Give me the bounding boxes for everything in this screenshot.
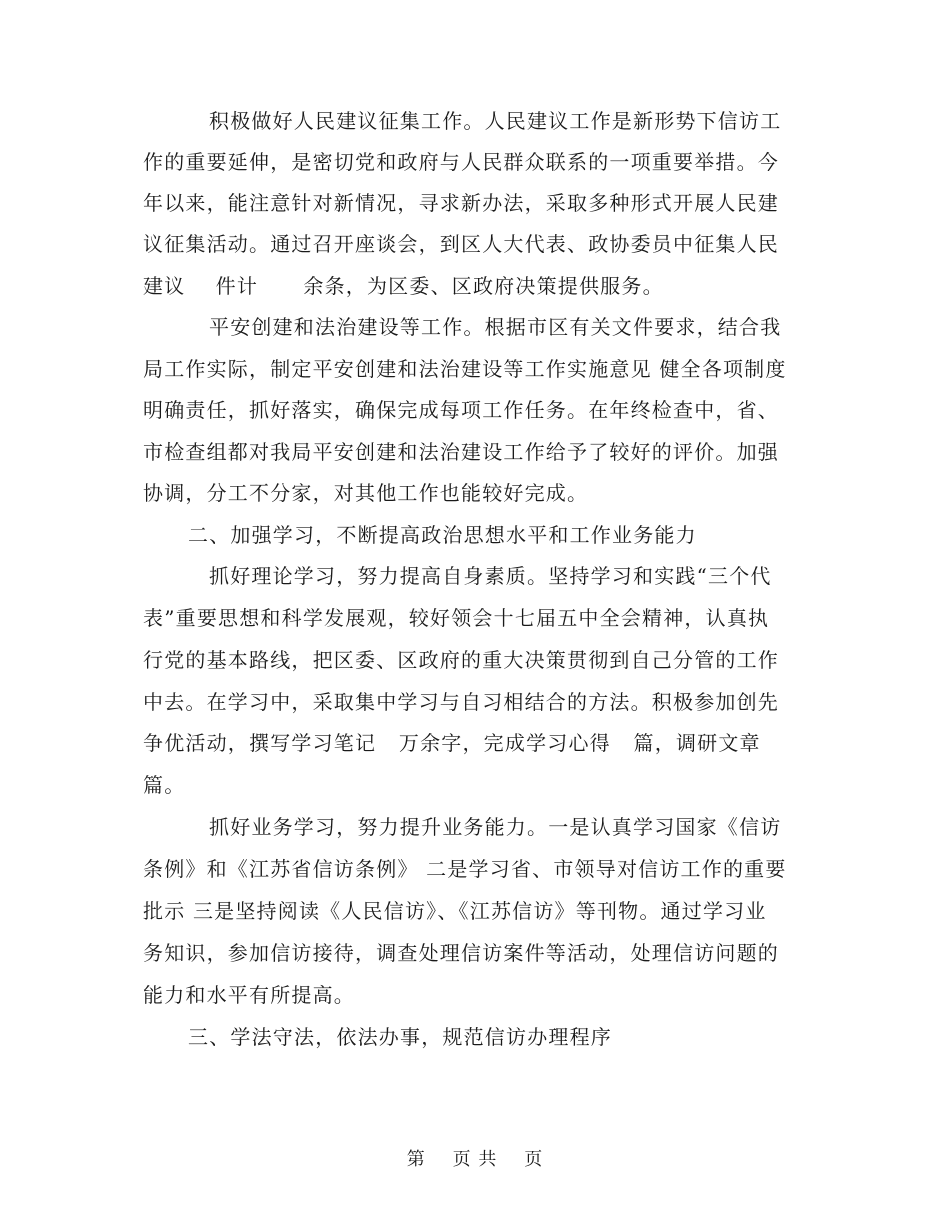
text-line: 能力和水平有所提高。: [143, 983, 355, 1007]
text-line: 抓好业务学习，努力提升业务能力。一是认真学习国家《信访: [209, 815, 782, 839]
text-line: 篇。: [143, 773, 186, 797]
text-line: 平安创建和法治建设等工作。根据市区有关文件要求，结合我: [209, 315, 782, 339]
text-line: 抓好理论学习，努力提高自身素质。坚持学习和实践“三个代: [209, 564, 772, 588]
text-line: 协调，分工不分家，对其他工作也能较好完成。: [143, 481, 589, 505]
text-line: 争优活动，撰写学习笔记 万余字，完成学习心得 篇，调研文章: [143, 731, 761, 755]
text-line: 务知识，参加信访接待，调查处理信访案件等活动，处理信访问题的: [143, 941, 779, 965]
text-line: 行党的基本路线，把区委、区政府的重大决策贯彻到自己分管的工作: [143, 648, 779, 672]
text-line: 表”重要思想和科学发展观，较好领会十七届五中全会精神，认真执: [143, 606, 770, 630]
text-line: 作的重要延伸，是密切党和政府与人民群众联系的一项重要举措。今: [143, 150, 779, 174]
page-footer: 第 页 共 页: [406, 1149, 544, 1170]
text-line: 议征集活动。通过召开座谈会，到区人大代表、政协委员中征集人民: [143, 232, 779, 256]
section-heading: 二、加强学习，不断提高政治思想水平和工作业务能力: [188, 523, 697, 547]
text-line: 条例》和《江苏省信访条例》 二是学习省、市领导对信访工作的重要: [143, 857, 787, 881]
text-line: 年以来，能注意针对新情况，寻求新办法，采取多种形式开展人民建: [143, 191, 779, 215]
text-line: 建议 件计 余条，为区委、区政府决策提供服务。: [143, 274, 664, 298]
text-line: 市检查组都对我局平安创建和法治建设工作给予了较好的评价。加强: [143, 440, 779, 464]
text-line: 积极做好人民建议征集工作。人民建议工作是新形势下信访工: [209, 109, 782, 133]
text-line: 中去。在学习中，采取集中学习与自习相结合的方法。积极参加创先: [143, 690, 779, 714]
text-line: 明确责任，抓好落实，确保完成每项工作任务。在年终检查中，省、: [143, 398, 779, 422]
text-line: 批示 三是坚持阅读《人民信访》、《江苏信访》等刊物。通过学习业: [143, 899, 767, 923]
text-line: 局工作实际，制定平安创建和法治建设等工作实施意见 健全各项制度: [143, 357, 787, 381]
section-heading: 三、学法守法，依法办事，规范信访办理程序: [188, 1025, 612, 1049]
